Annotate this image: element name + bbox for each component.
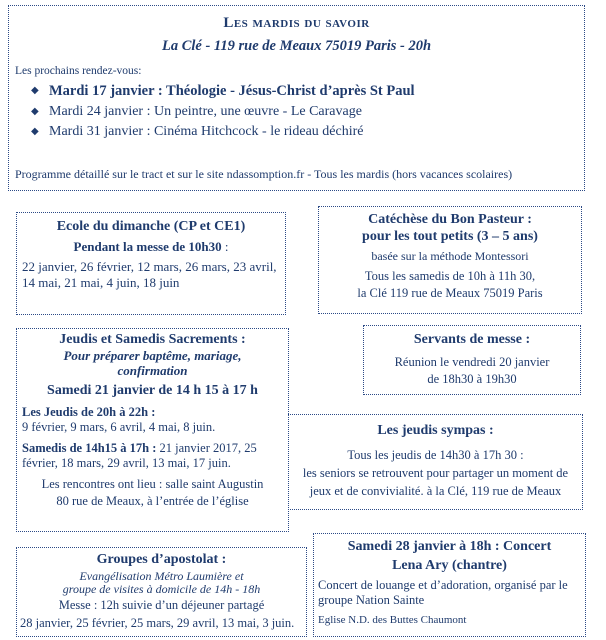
concert-artist: Lena Ary (chantre) (392, 558, 507, 573)
catechese-schedule: Tous les samedis de 10h à 11h 30, (364, 269, 536, 283)
mardis-du-savoir-box (8, 5, 585, 191)
servants-line-2: de 18h30 à 19h30 (427, 372, 517, 386)
ecole-dates: 22 janvier, 26 février, 12 mars, 26 mars, 23 avril, 14 mai, 21 mai, 4 juin, 18 juin (22, 259, 277, 290)
mardis-list (9, 83, 584, 140)
apostolat-title: Groupes d’apostolat : (96, 552, 227, 567)
sacrements-subtitle-2: confirmation (117, 363, 188, 378)
list-item: ◆ Mardi 17 janvier : Théologie - Jésus-Christ d’après St Paul (31, 83, 415, 99)
servants-title: Servants de messe : (413, 332, 531, 347)
sacrements-location-1: Les rencontres ont lieu : salle saint Augustin (41, 477, 264, 491)
list-item: ◆ Mardi 24 janvier : Un peintre, une œuvre - Le Caravage (31, 104, 362, 119)
ecole-subtitle: Pendant la messe de 10h30 : (73, 239, 229, 254)
sacrements-location-2: 80 rue de Meaux, à l’entrée de l’église (56, 494, 249, 508)
apostolat-dates: 28 janvier, 25 février, 25 mars, 29 avril, 13 mai, 3 juin. (20, 616, 295, 630)
catechese-method: basée sur la méthode Montessori (371, 249, 529, 263)
ecole-title: Ecole du dimanche (CP et CE1) (56, 219, 246, 234)
diamond-bullet-icon: ◆ (31, 126, 39, 137)
catechese-address: la Clé 119 rue de Meaux 75019 Paris (357, 286, 543, 300)
ecole-du-dimanche-box (16, 212, 286, 315)
mardis-subtitle: La Clé - 119 rue de Meaux 75019 Paris - 20h (161, 38, 432, 54)
apostolat-subtitle-2: groupe de visites à domicile de 14h - 18h (62, 582, 261, 596)
sacrements-title: Jeudis et Samedis Sacrements : (59, 332, 246, 347)
catechese-age: pour les tout petits (3 – 5 ans) (362, 229, 538, 244)
jeudis-line-3: jeux et de convivialité. à la Clé, 119 rue de Meaux (309, 484, 562, 498)
diamond-bullet-icon: ◆ (31, 85, 39, 96)
concert-title: Samedi 28 janvier à 18h : Concert (347, 539, 552, 554)
apostolat-box (16, 547, 307, 637)
catechese-box (318, 206, 582, 314)
mardis-footer: Programme détaillé sur le tract et sur le site ndassomption.fr - Tous les mardis (hors vacances scolaires) (15, 167, 513, 181)
jeudis-title: Les jeudis sympas : (377, 423, 494, 438)
servants-line-1: Réunion le vendredi 20 janvier (394, 355, 550, 369)
list-item: ◆ Mardi 31 janvier : Cinéma Hitchcock - le rideau déchiré (31, 124, 364, 139)
servants-box (363, 325, 581, 395)
jeudis-line-2: les seniors se retrouvent pour partager un moment de (302, 466, 569, 480)
concert-church: Eglise N.D. des Buttes Chaumont (318, 614, 467, 626)
diamond-bullet-icon: ◆ (31, 106, 39, 117)
jeudis-sympas-box (288, 414, 583, 510)
jeudis-line-1: Tous les jeudis de 14h30 à 17h 30 : (347, 448, 524, 462)
sacrements-samedis: Samedis de 14h15 à 17h : 21 janvier 2017, 25 février, 18 mars, 29 avril, 13 mai, 17 juin. (22, 441, 257, 470)
mardis-intro: Les prochains rendez-vous: (15, 65, 142, 77)
apostolat-messe: Messe : 12h suivie d’un déjeuner partagé (58, 598, 265, 612)
mardis-title: Les mardis du savoir (223, 15, 370, 31)
catechese-title: Catéchèse du Bon Pasteur : (368, 212, 532, 227)
sacrements-subtitle-1: Pour préparer baptême, mariage, (63, 348, 242, 363)
concert-description: Concert de louange et d’adoration, organisé par le groupe Nation Sainte (318, 578, 568, 607)
apostolat-subtitle-1: Evangélisation Métro Laumière et (79, 569, 244, 583)
sacrements-date: Samedi 21 janvier de 14 h 15 à 17 h (47, 383, 258, 398)
concert-box (313, 533, 586, 637)
sacrements-box (16, 328, 289, 532)
sacrements-jeudis: Les Jeudis de 20h à 22h : 9 février, 9 mars, 6 avril, 4 mai, 8 juin. (22, 405, 216, 434)
